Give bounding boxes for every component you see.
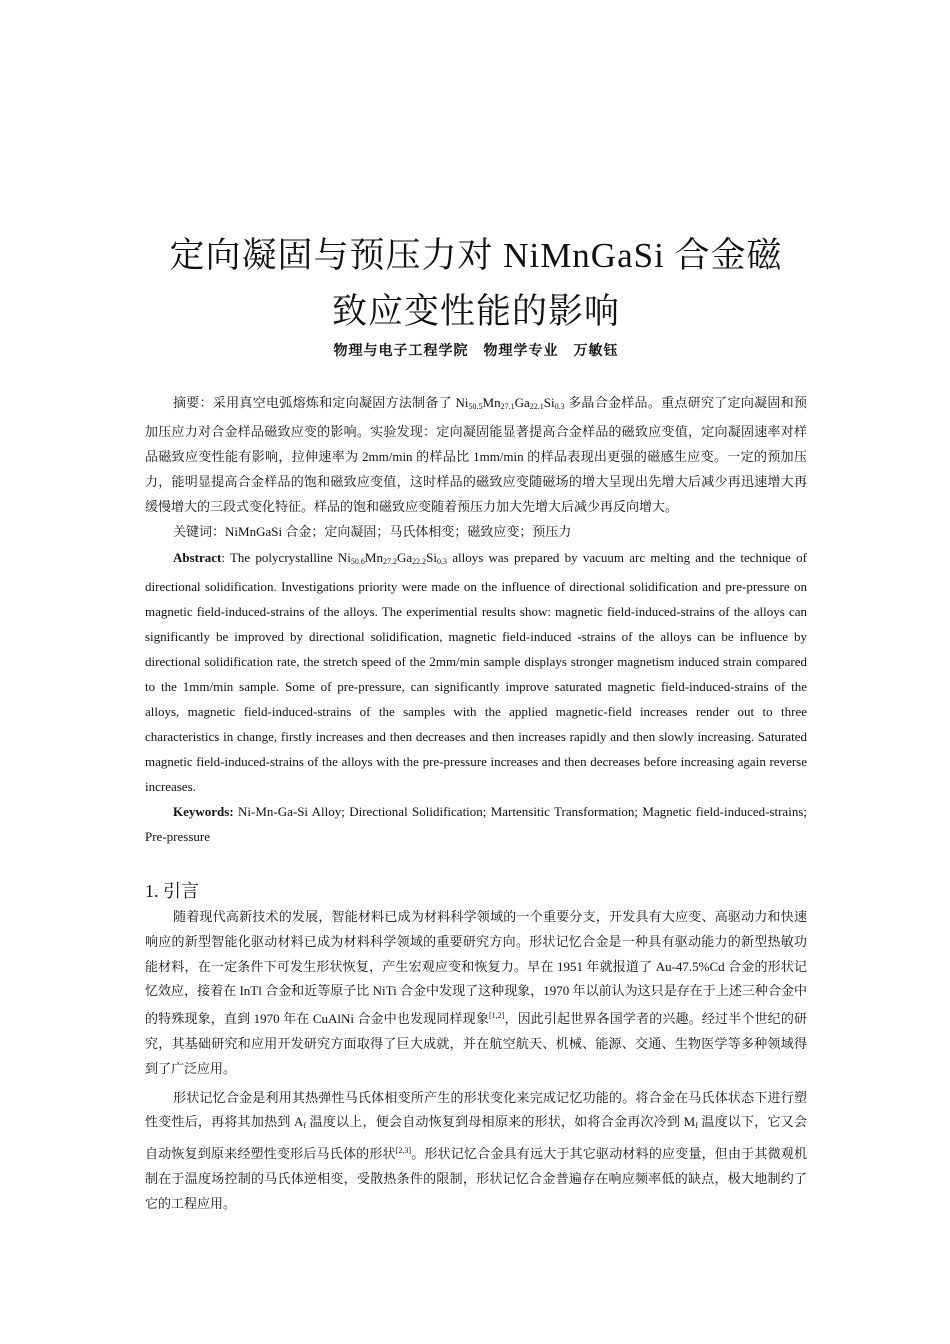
citation: [2,3] [395, 1146, 412, 1156]
keywords-cn: 关键词：NiMnGaSi 合金；定向凝固；马氏体相变；磁致应变；预压力 [173, 524, 572, 540]
abstract-cn: 摘要：采用真空电弧熔炼和定向凝固方法制备了 $Ni_{50.5}Mn_{27.1}Ga_{22.1}Si_{0.3}$ 多晶合金样品。重点研究了定向凝固和预加压应力对合金样品磁致应变的影响。实验发现：定向凝固能显著提高合金样品的磁致应变值，定向凝固速率对样品磁致应变性能有影响，拉伸速率为 2mm/min 的样品比 1mm/min 的样品表现出更强的磁感生应变。一定的预加压力，能明显提高合金样品的饱和磁致应变值，这时样品的磁致应变随磁场的增大呈现出先增大后减少再迅速增大再缓慢增大的三段式变化特征。样品的饱和磁致应变随着预压力加大先增大后减少再反向增大。 [145, 395, 807, 514]
paper-title [145, 228, 807, 340]
abstract-section [145, 390, 807, 849]
intro-paragraph-2: 形状记忆合金是利用其热弹性马氏体相变所产生的形状变化来完成记忆功能的。将合金在马氏体状态下进行塑性变性后，再将其加热到 $A_f$ 温度以上，便会自动恢复到母相原来的形状，如将合金再次冷到 $M_f$ 温度以下，它又会自动恢复到原来经塑性变形后马氏体的形状[2,3]。形状记忆合金具有远大于其它驱动材料的应变量，但由于其微观机制在于温度场控制的马氏体逆相变，受散热条件的限制，形状记忆合金普遍存在响应频率低的缺点，极大地制约了它的工程应用。 [145, 1089, 807, 1211]
citation: [1,2] [489, 1011, 505, 1021]
title-line-1: 定向凝固与预压力对 NiMnGaSi 合金磁 [169, 236, 783, 275]
abstract-en: Abstract: The polycrystalline $Ni_{50.6}Mn_{27.2}Ga_{22.2}Si_{0.3}$ alloys was prepared by vacuum arc melting and the technique of directional solidification. Investigations priority were made on the influence of directional solidification and pre-pressure on magnetic field-induced-strains of the alloys. The experimential results show: magnetic field-induced-strains of the alloys can significantly be improved by directional solidification, magnetic field-induced -strains of the alloys can be influence by directional solidification rate, the stretch speed of the 2mm/min sample displays stronger magnetism induced strain compared to the 1mm/min sample. Some of pre-pressure, can significantly improve saturated magnetic field-induced-strains of the alloys, magnetic field-induced-strains of the samples with the applied magnetic-field increases render out to three characteristics in change, firstly increases and then decreases and then increases rapidly and then slowly increasing. Saturated magnetic field-induced-strains of the alloys with the pre-pressure increases and then decreases before increasing again reverse increases. [145, 550, 807, 794]
paper-page [145, 228, 807, 1217]
intro-paragraph-1: 随着现代高新技术的发展，智能材料已成为材料科学领域的一个重要分支，开发具有大应变、高驱动力和快速响应的新型智能化驱动材料已成为材料科学领域的重要研究方向。形状记忆合金是一种具有驱动能力的新型热敏功能材料，在一定条件下可发生形状恢复，产生宏观应变和恢复力。早在 1951 年就报道了 Au-47.5%Cd 合金的形状记忆效应，接着在 InTl 合金和近等原子比 NiTi 合金中发现了这种现象，1970 年以前认为这只是存在于上述三种合金中的特殊现象，直到 1970 年在 CuAlNi 合金中也发现同样现象[1,2]，因此引起世界各国学者的兴趣。经过半个世纪的研究，其基础研究和应用开发研究方面取得了巨大成就，并在航空航天、机械、能源、交通、生物医学等多种领域得到了广泛应用。 [145, 909, 807, 1076]
keywords-en-label: Keywords: [173, 804, 234, 819]
introduction-body [145, 905, 807, 1217]
title-line-2: 致应变性能的影响 [331, 292, 620, 331]
abstract-cn-label: 摘要： [173, 396, 213, 411]
section-heading-introduction: 1. 引言 [145, 881, 199, 901]
keywords-cn-label: 关键词： [173, 525, 226, 540]
abstract-en-label: Abstract [173, 550, 222, 565]
author-affiliation: 物理与电子工程学院 物理学专业 万敏钰 [333, 344, 619, 359]
keywords-en: Keywords: Ni-Mn-Ga-Si Alloy; Directional Solidification; Martensitic Transformation; Magnetic field-induced-strains; Pre-pressure [145, 804, 807, 844]
